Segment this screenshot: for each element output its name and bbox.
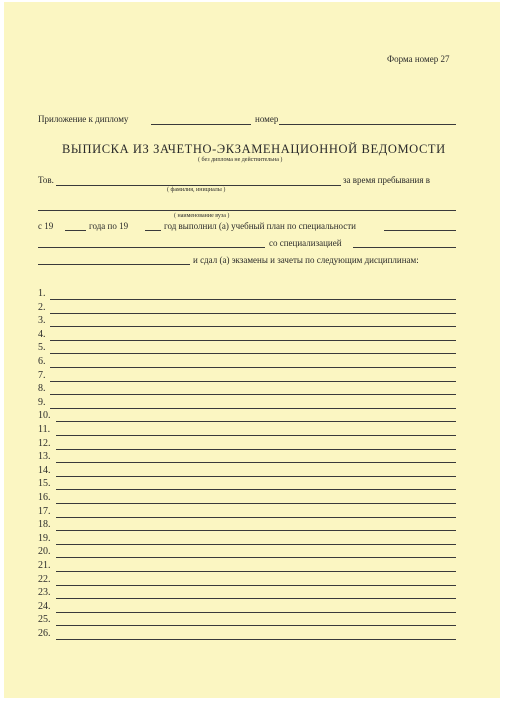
discipline-number: 4. xyxy=(38,328,46,340)
discipline-line[interactable] xyxy=(56,639,456,640)
discipline-line[interactable] xyxy=(56,557,456,558)
discipline-number: 26. xyxy=(38,628,51,639)
discipline-line[interactable] xyxy=(50,340,456,341)
exams-label: и сдал (а) экзамены и зачеты по следующим дисциплинам: xyxy=(193,255,419,265)
discipline-line[interactable] xyxy=(56,462,456,463)
student-prefix: Тов. xyxy=(38,175,54,185)
discipline-number: 3. xyxy=(38,315,46,327)
discipline-line[interactable] xyxy=(50,313,456,314)
diploma-field[interactable] xyxy=(151,124,251,125)
discipline-number: 5. xyxy=(38,342,46,354)
years-to-label: года по 19 xyxy=(89,221,129,231)
discipline-line[interactable] xyxy=(56,571,456,572)
discipline-number: 11. xyxy=(38,424,51,435)
discipline-number: 23. xyxy=(38,587,51,599)
discipline-line[interactable] xyxy=(50,326,456,327)
discipline-number: 1. xyxy=(38,288,46,299)
discipline-line[interactable] xyxy=(56,598,456,599)
document-title: ВЫПИСКА ИЗ ЗАЧЕТНО-ЭКЗАМЕНАЦИОННОЙ ВЕДОМОСТИ xyxy=(62,142,446,156)
discipline-line[interactable] xyxy=(56,489,456,490)
discipline-line[interactable] xyxy=(50,408,456,409)
discipline-number: 20. xyxy=(38,546,51,558)
form-page xyxy=(4,2,500,698)
discipline-line[interactable] xyxy=(56,544,456,545)
specialty-continued-field[interactable] xyxy=(38,247,265,248)
discipline-line[interactable] xyxy=(56,625,456,626)
discipline-line[interactable] xyxy=(56,612,456,613)
year-from-field[interactable] xyxy=(65,230,86,231)
student-caption: ( фамилия, инициалы ) xyxy=(167,187,226,193)
discipline-number: 6. xyxy=(38,356,46,367)
year-to-field[interactable] xyxy=(145,230,161,231)
discipline-number: 19. xyxy=(38,532,51,544)
specialty-field[interactable] xyxy=(384,230,456,231)
discipline-line[interactable] xyxy=(56,530,456,531)
discipline-number: 13. xyxy=(38,451,51,463)
discipline-number: 17. xyxy=(38,505,51,517)
discipline-line[interactable] xyxy=(56,449,456,450)
discipline-number: 18. xyxy=(38,519,51,531)
specialization-field[interactable] xyxy=(353,247,456,248)
appendix-label: Приложение к диплому xyxy=(38,114,129,124)
university-caption: ( наименование вуза ) xyxy=(174,213,230,219)
discipline-line[interactable] xyxy=(56,421,456,422)
discipline-line[interactable] xyxy=(50,367,456,368)
discipline-line[interactable] xyxy=(56,476,456,477)
discipline-number: 7. xyxy=(38,369,46,381)
university-field[interactable] xyxy=(38,210,456,211)
student-suffix: за время пребывания в xyxy=(343,175,430,185)
discipline-line[interactable] xyxy=(50,299,456,300)
discipline-number: 24. xyxy=(38,600,51,612)
discipline-line[interactable] xyxy=(50,381,456,382)
discipline-line[interactable] xyxy=(56,503,456,504)
number-field[interactable] xyxy=(279,124,456,125)
discipline-number: 15. xyxy=(38,478,51,490)
discipline-number: 14. xyxy=(38,464,51,476)
discipline-number: 22. xyxy=(38,573,51,585)
student-name-field[interactable] xyxy=(56,185,341,186)
discipline-number: 25. xyxy=(38,614,51,626)
specialization-label: со специализацией xyxy=(269,238,342,248)
discipline-number: 16. xyxy=(38,492,51,503)
discipline-number: 2. xyxy=(38,301,46,313)
discipline-line[interactable] xyxy=(56,435,456,436)
plan-completed-label: год выполнил (а) учебный план по специальности xyxy=(164,221,356,231)
discipline-number: 21. xyxy=(38,560,51,571)
discipline-number: 10. xyxy=(38,410,51,422)
discipline-line[interactable] xyxy=(56,585,456,586)
discipline-number: 9. xyxy=(38,396,46,408)
discipline-line[interactable] xyxy=(50,394,456,395)
discipline-number: 8. xyxy=(38,383,46,395)
form-number: Форма номер 27 xyxy=(387,54,450,64)
document-subtitle: ( без диплома не действительна ) xyxy=(198,157,283,163)
exams-prefix-field[interactable] xyxy=(38,264,190,265)
discipline-number: 12. xyxy=(38,437,51,449)
discipline-line[interactable] xyxy=(56,517,456,518)
discipline-line[interactable] xyxy=(50,353,456,354)
number-label: номер xyxy=(255,114,279,124)
years-from-label: с 19 xyxy=(38,221,54,231)
